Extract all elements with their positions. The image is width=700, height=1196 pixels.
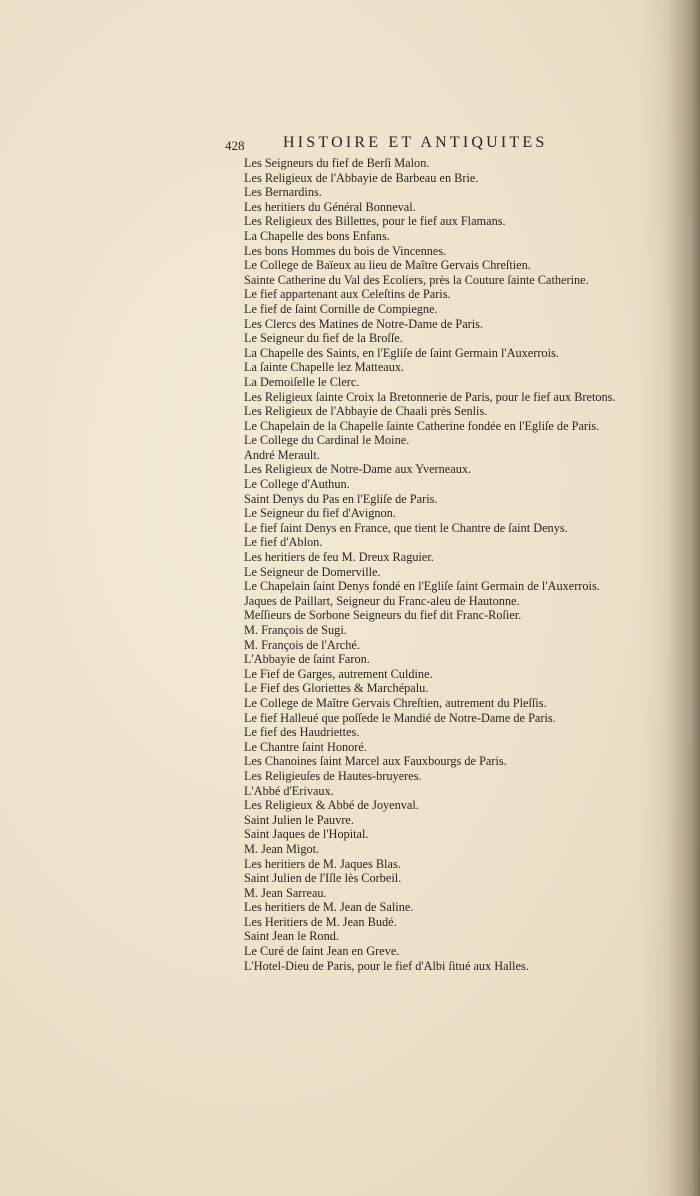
list-entry: Les Chanoines ſaint Marcel aux Fauxbourgs de Paris. — [244, 754, 507, 769]
list-entry: Le College de Maître Gervais Chreſtien, autrement du Pleſſis. — [244, 695, 547, 710]
list-entry: M. François de l'Arché. — [244, 637, 360, 652]
list-entry: Le Fief de Garges, autrement Culdine. — [244, 666, 433, 681]
list-entry: Le fief ſaint Denys en France, que tient le Chantre de ſaint Denys. — [244, 520, 568, 535]
list-entry: Saint Jean le Rond. — [244, 929, 339, 944]
list-entry: La Chapelle des Saints, en l'Egliſe de ſaint Germain l'Auxerrois. — [244, 345, 559, 360]
list-entry: Le Seigneur de Domerville. — [244, 564, 381, 579]
list-entry: Les Religieux des Billettes, pour le fief aux Flamans. — [244, 214, 506, 229]
list-entry: La Chapelle des bons Enfans. — [244, 228, 390, 243]
list-entry: Le Seigneur du fief d'Avignon. — [244, 506, 396, 521]
list-entry: Le Curé de ſaint Jean en Greve. — [244, 944, 400, 959]
list-entry: Le College d'Authun. — [244, 477, 350, 492]
list-entry: Le fief des Haudriettes. — [244, 725, 360, 740]
running-title: HISTOIRE ET ANTIQUITES — [283, 134, 548, 151]
list-entry: Les heritiers du Général Bonneval. — [244, 199, 416, 214]
list-entry: Les Religieux ſainte Croix la Bretonnerie de Paris, pour le fief aux Bretons. — [244, 389, 616, 404]
list-entry: L'Abbayie de ſaint Faron. — [244, 652, 370, 667]
list-entry: Le fief appartenant aux Celeſtins de Paris. — [244, 287, 451, 302]
list-entry: La Demoiſelle le Clerc. — [244, 374, 360, 389]
list-entry: Les Religieuſes de Hautes-bruyeres. — [244, 768, 422, 783]
list-entry: Le Fief des Gloriettes & Marchépalu. — [244, 681, 429, 696]
page-gutter-shadow — [640, 0, 700, 1196]
list-entry: L'Abbé d'Erivaux. — [244, 783, 334, 798]
list-entry: Le fief de ſaint Cornille de Compiegne. — [244, 301, 438, 316]
list-entry: Les Religieux de Notre-Dame aux Yverneaux. — [244, 462, 472, 477]
list-entry: Les Religieux de l'Abbayie de Barbeau en Brie. — [244, 170, 479, 185]
list-entry: Le Chapelain ſaint Denys fondé en l'Egliſe ſaint Germain de l'Auxerrois. — [244, 579, 600, 594]
list-entry: Les Seigneurs du fief de Berſi Malon. — [244, 156, 430, 170]
list-entry: Les heritiers de feu M. Dreux Raguier. — [244, 550, 434, 565]
list-entry: Le College de Baïeux au lieu de Maître Gervais Chreſtien. — [244, 258, 531, 273]
list-entry: Meſſieurs de Sorbone Seigneurs du fief dit Franc-Roſier. — [244, 608, 522, 623]
list-entry: Les bons Hommes du bois de Vincennes. — [244, 243, 447, 258]
page-number: 428 — [225, 138, 245, 153]
list-entry: Les Religieux & Abbé de Joyenval. — [244, 798, 419, 813]
list-entry: Le fief d'Ablon. — [244, 535, 323, 550]
list-entry: Saint Julien le Pauvre. — [244, 812, 354, 827]
list-entry: Le fief Halleué que poſſede le Mandié de Notre-Dame de Paris. — [244, 710, 556, 725]
list-entry: Les heritiers de M. Jaques Blas. — [244, 856, 401, 871]
list-entry: Le Chantre ſaint Honoré. — [244, 739, 367, 754]
list-entry: La ſainte Chapelle lez Matteaux. — [244, 360, 405, 375]
list-entry: Les heritiers de M. Jean de Saline. — [244, 900, 414, 915]
list-entry: Saint Julien de l'Iſle lès Corbeil. — [244, 871, 402, 886]
list-entry: Le Chapelain de la Chapelle ſainte Catherine fondée en l'Egliſe de Paris. — [244, 418, 600, 433]
list-entry: M. François de Sugi. — [244, 623, 347, 637]
list-entry: M. Jean Sarreau. — [244, 885, 327, 900]
list-entry: L'Hotel-Dieu de Paris, pour le fief d'Albi ſitué aux Halles. — [244, 958, 529, 973]
list-entry: Les Bernardins. — [244, 185, 322, 200]
list-entry: Les Clercs des Matines de Notre-Dame de Paris. — [244, 316, 484, 331]
list-entry: André Merault. — [244, 447, 320, 462]
list-entry: Le Seigneur du fief de la Broſſe. — [244, 331, 403, 346]
list-entry: Sainte Catherine du Val des Ecoliers, près la Couture ſainte Catherine. — [244, 272, 589, 287]
list-entry: Les Heritiers de M. Jean Budé. — [244, 914, 397, 929]
fief-list — [244, 156, 644, 973]
list-entry: Saint Jaques de l'Hopital. — [244, 827, 369, 842]
list-entry: Saint Denys du Pas en l'Egliſe de Paris. — [244, 491, 438, 506]
list-entry: M. Jean Migot. — [244, 841, 320, 856]
page-header — [225, 134, 625, 156]
list-entry: Les Religieux de l'Abbayie de Chaali près Senlis. — [244, 404, 488, 419]
list-entry: Le College du Cardinal le Moine. — [244, 433, 410, 448]
list-entry: Jaques de Paillart, Seigneur du Franc-aleu de Hautonne. — [244, 593, 520, 608]
